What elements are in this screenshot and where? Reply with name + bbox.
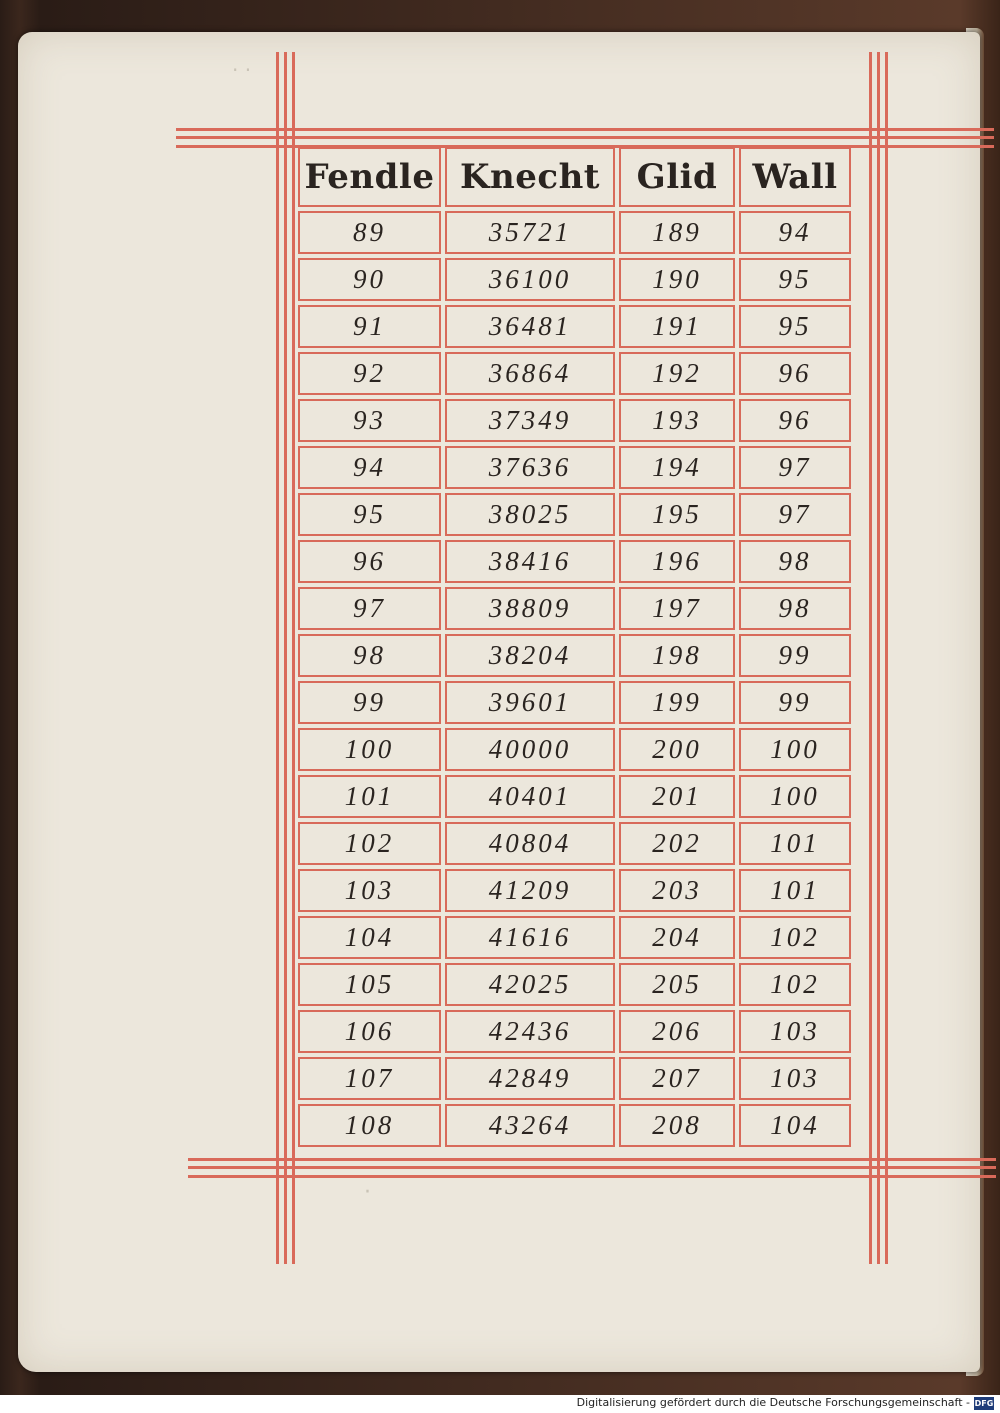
right-rule-middle (877, 52, 880, 1264)
cell-wall: 100 (739, 775, 851, 818)
cell-fendle: 89 (298, 211, 441, 254)
table-row (298, 1057, 851, 1100)
cell-glid: 195 (619, 493, 735, 536)
cell-fendle: 96 (298, 540, 441, 583)
table-row (298, 1010, 851, 1053)
bottom-rule-third (188, 1175, 996, 1178)
cell-wall: 97 (739, 493, 851, 536)
table-row (298, 869, 851, 912)
cell-glid: 200 (619, 728, 735, 771)
cell-fendle: 108 (298, 1104, 441, 1147)
table-row (298, 493, 851, 536)
bleed-through-mark: · (364, 1180, 371, 1205)
cell-glid: 191 (619, 305, 735, 348)
table-row (298, 540, 851, 583)
cell-wall: 94 (739, 211, 851, 254)
cell-wall: 99 (739, 634, 851, 677)
cell-wall: 103 (739, 1010, 851, 1053)
cell-glid: 206 (619, 1010, 735, 1053)
number-table (294, 143, 855, 1151)
table-row (298, 681, 851, 724)
cell-fendle: 107 (298, 1057, 441, 1100)
cell-fendle: 92 (298, 352, 441, 395)
cell-fendle: 90 (298, 258, 441, 301)
left-rule-outer (276, 52, 279, 1264)
cell-knecht: 41616 (445, 916, 615, 959)
table-row (298, 963, 851, 1006)
table-row (298, 634, 851, 677)
cell-wall: 99 (739, 681, 851, 724)
cell-wall: 95 (739, 258, 851, 301)
cell-fendle: 106 (298, 1010, 441, 1053)
dfg-logo: DFG (974, 1399, 994, 1408)
cell-knecht: 36100 (445, 258, 615, 301)
cell-fendle: 95 (298, 493, 441, 536)
cell-glid: 190 (619, 258, 735, 301)
bottom-rule-inner (188, 1166, 996, 1169)
cell-fendle: 99 (298, 681, 441, 724)
cell-glid: 189 (619, 211, 735, 254)
cell-knecht: 42436 (445, 1010, 615, 1053)
table-row (298, 822, 851, 865)
cell-knecht: 43264 (445, 1104, 615, 1147)
cell-wall: 96 (739, 399, 851, 442)
cell-fendle: 100 (298, 728, 441, 771)
cell-fendle: 97 (298, 587, 441, 630)
table-row (298, 775, 851, 818)
cell-wall: 101 (739, 822, 851, 865)
table-row (298, 728, 851, 771)
cell-glid: 203 (619, 869, 735, 912)
cell-fendle: 98 (298, 634, 441, 677)
header-wall: Wall (739, 147, 851, 207)
cell-glid: 199 (619, 681, 735, 724)
cell-knecht: 38809 (445, 587, 615, 630)
cell-glid: 197 (619, 587, 735, 630)
cell-fendle: 103 (298, 869, 441, 912)
table-row (298, 211, 851, 254)
cell-knecht: 37349 (445, 399, 615, 442)
cell-glid: 201 (619, 775, 735, 818)
cell-glid: 198 (619, 634, 735, 677)
right-rule-inner (869, 52, 872, 1264)
cell-wall: 95 (739, 305, 851, 348)
cell-wall: 97 (739, 446, 851, 489)
table-body (298, 211, 851, 1147)
cell-wall: 102 (739, 963, 851, 1006)
cell-glid: 192 (619, 352, 735, 395)
table-row (298, 305, 851, 348)
header-glid: Glid (619, 147, 735, 207)
cell-knecht: 36481 (445, 305, 615, 348)
table-row (298, 352, 851, 395)
cell-wall: 101 (739, 869, 851, 912)
cell-wall: 103 (739, 1057, 851, 1100)
cell-knecht: 37636 (445, 446, 615, 489)
cell-knecht: 42025 (445, 963, 615, 1006)
cell-fendle: 93 (298, 399, 441, 442)
cell-knecht: 41209 (445, 869, 615, 912)
cell-knecht: 42849 (445, 1057, 615, 1100)
cell-glid: 194 (619, 446, 735, 489)
footer-bar (0, 1395, 1000, 1413)
bleed-through-mark: · · (232, 58, 252, 82)
table-row (298, 446, 851, 489)
left-rule-middle (284, 52, 287, 1264)
cell-wall: 102 (739, 916, 851, 959)
table-row (298, 587, 851, 630)
table-row (298, 258, 851, 301)
bottom-rule-outer (188, 1158, 996, 1161)
right-rule-outer (885, 52, 888, 1264)
table-row (298, 1104, 851, 1147)
table-row (298, 916, 851, 959)
cell-knecht: 40000 (445, 728, 615, 771)
cell-knecht: 35721 (445, 211, 615, 254)
header-row (298, 147, 851, 207)
table-row (298, 399, 851, 442)
footer-credit: Digitalisierung gefördert durch die Deutsche Forschungsgemeinschaft - (576, 1396, 970, 1409)
cell-glid: 205 (619, 963, 735, 1006)
cell-wall: 104 (739, 1104, 851, 1147)
cell-wall: 98 (739, 540, 851, 583)
cell-knecht: 40804 (445, 822, 615, 865)
cell-glid: 204 (619, 916, 735, 959)
cell-fendle: 104 (298, 916, 441, 959)
header-knecht: Knecht (445, 147, 615, 207)
cell-glid: 202 (619, 822, 735, 865)
cell-glid: 207 (619, 1057, 735, 1100)
cell-wall: 98 (739, 587, 851, 630)
cell-fendle: 102 (298, 822, 441, 865)
cell-fendle: 101 (298, 775, 441, 818)
header-fendle: Fendle (298, 147, 441, 207)
cell-glid: 208 (619, 1104, 735, 1147)
cell-knecht: 39601 (445, 681, 615, 724)
cell-wall: 100 (739, 728, 851, 771)
cell-knecht: 38025 (445, 493, 615, 536)
cell-wall: 96 (739, 352, 851, 395)
cell-fendle: 91 (298, 305, 441, 348)
cell-knecht: 38416 (445, 540, 615, 583)
cell-knecht: 36864 (445, 352, 615, 395)
cell-knecht: 38204 (445, 634, 615, 677)
cell-knecht: 40401 (445, 775, 615, 818)
cell-fendle: 94 (298, 446, 441, 489)
cell-glid: 193 (619, 399, 735, 442)
cell-glid: 196 (619, 540, 735, 583)
cell-fendle: 105 (298, 963, 441, 1006)
